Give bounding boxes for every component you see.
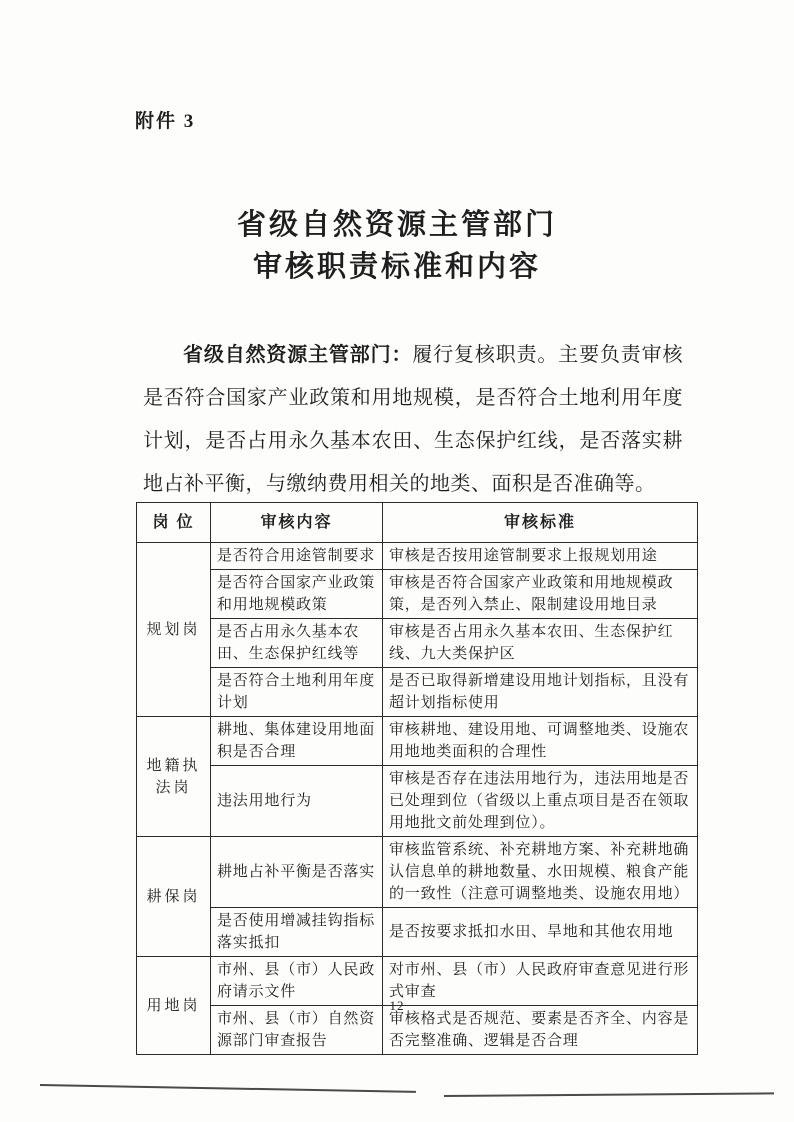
table-standard-cell: 审核是否符合国家产业政策和用地规模政策，是否列入禁止、限制建设用地目录 <box>383 570 698 619</box>
table-content-cell: 耕地占补平衡是否落实 <box>211 837 383 908</box>
table-content-cell: 是否符合国家产业政策和用地规模政策 <box>211 570 383 619</box>
table-standard-cell: 审核是否存在违法用地行为，违法用地是否已处理到位（省级以上重点项目是否在领取用地批文前处理到位）。 <box>383 766 698 837</box>
table-content-cell: 耕地、集体建设用地面积是否合理 <box>211 717 383 766</box>
scan-artifact-line-right <box>444 1092 774 1097</box>
table-row <box>137 837 698 908</box>
intro-lead-text: 省级自然资源主管部门： <box>183 344 413 366</box>
document-title-line1: 省级自然资源主管部门 <box>236 209 557 241</box>
intro-paragraph <box>143 334 683 506</box>
attachment-label: 附件 3 <box>135 111 196 132</box>
table-row <box>137 668 698 717</box>
table-content-cell: 是否占用永久基本农田、生态保护红线等 <box>211 619 383 668</box>
table-post-cell: 地籍执法岗 <box>137 717 211 837</box>
table-post-cell: 规划岗 <box>137 543 211 717</box>
intro-body-text: 履行复核职责。主要负责审核是否符合国家产业政策和用地规模，是否符合土地利用年度计划，是否占用永久基本农田、生态保护红线，是否落实耕地占补平衡，与缴纳费用相关的地类、面积是否准确等。 <box>143 344 684 495</box>
scan-artifact-line-left <box>40 1084 416 1093</box>
table-standard-cell: 对市州、县（市）人民政府审查意见进行形式审查 <box>383 957 698 1006</box>
table-standard-cell: 审核是否占用永久基本农田、生态保护红线、九大类保护区 <box>383 619 698 668</box>
table-content-cell: 是否使用增减挂钩指标落实抵扣 <box>211 908 383 957</box>
table-standard-cell: 是否按要求抵扣水田、旱地和其他农用地 <box>383 908 698 957</box>
header-post: 岗 位 <box>137 503 211 543</box>
table-content-cell: 是否符合用途管制要求 <box>211 543 383 570</box>
table-standard-cell: 是否已取得新增建设用地计划指标，且没有超计划指标使用 <box>383 668 698 717</box>
table-content-cell: 是否符合土地利用年度计划 <box>211 668 383 717</box>
review-duties-table <box>136 502 698 1055</box>
document-title <box>117 204 677 288</box>
table-row <box>137 717 698 766</box>
table-post-cell: 用地岗 <box>137 957 211 1055</box>
table-standard-cell: 审核监管系统、补充耕地方案、补充耕地确认信息单的耕地数量、水田规模、粮食产能的一致性（注意可调整地类、设施农用地） <box>383 837 698 908</box>
table-standard-cell: 审核格式是否规范、要素是否齐全、内容是否完整准确、逻辑是否合理 <box>383 1006 698 1055</box>
header-content: 审核内容 <box>211 503 383 543</box>
table-content-cell: 市州、县（市）自然资源部门审查报告 <box>211 1006 383 1055</box>
page-number: 12 <box>389 998 405 1013</box>
table-row <box>137 766 698 837</box>
header-standard: 审核标准 <box>383 503 698 543</box>
table-content-cell: 违法用地行为 <box>211 766 383 837</box>
table-post-cell: 耕保岗 <box>137 837 211 957</box>
table-header-row <box>137 503 698 543</box>
table-standard-cell: 审核是否按用途管制要求上报规划用途 <box>383 543 698 570</box>
table-row <box>137 619 698 668</box>
table-row <box>137 908 698 957</box>
table-standard-cell: 审核耕地、建设用地、可调整地类、设施农用地地类面积的合理性 <box>383 717 698 766</box>
document-title-line2: 审核职责标准和内容 <box>252 251 541 283</box>
table-row <box>137 570 698 619</box>
table-content-cell: 市州、县（市）人民政府请示文件 <box>211 957 383 1006</box>
table-row <box>137 543 698 570</box>
